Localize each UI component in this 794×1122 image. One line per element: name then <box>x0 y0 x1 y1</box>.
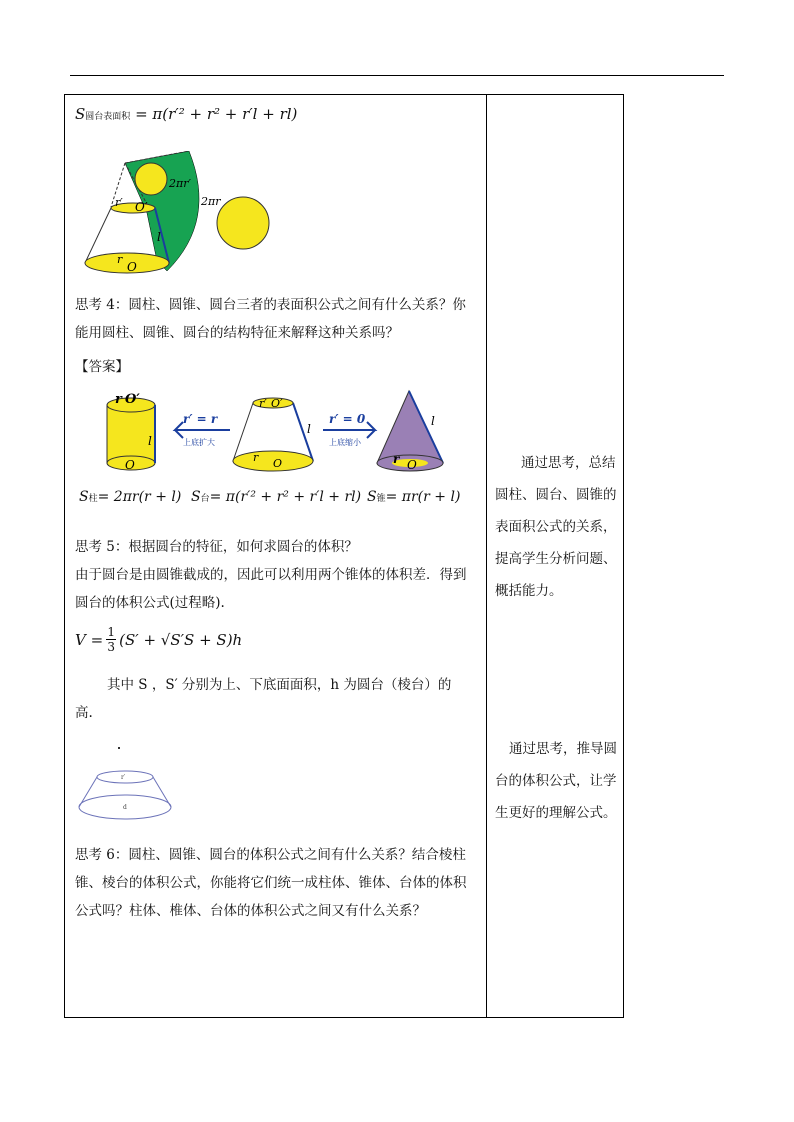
note-line: 通过思考，推导圆 <box>509 741 617 757</box>
note-line: 提高学生分析问题、 <box>495 551 617 567</box>
cone-formula-s: S <box>367 489 377 505</box>
sketch-top-label: r′ <box>121 774 126 781</box>
frustum-surface-formula-2 <box>191 489 361 505</box>
explanation-text <box>75 671 485 727</box>
explain-line: 高. <box>75 705 93 721</box>
cone-o-label: O <box>407 458 417 472</box>
arc-bottom-label: 2πr <box>201 195 221 208</box>
frus-r-label: r <box>253 451 259 464</box>
cone-formula-sub: 锥 <box>376 494 386 504</box>
think4-line: 能用圆柱、圆锥、圆台的结构特征来解释这种关系吗？ <box>75 325 399 341</box>
r-bottom-label: r <box>117 253 123 266</box>
cyl-o-label: O <box>125 458 135 472</box>
cone-r-label: r <box>393 452 400 466</box>
think5-line: 圆台的体积公式(过程略). <box>75 595 225 611</box>
think4-line: 思考 4：圆柱、圆锥、圆台三者的表面积公式之间有什么关系？你 <box>75 297 466 313</box>
surface-relation-figure <box>75 385 455 485</box>
slant-label: l <box>157 230 161 244</box>
frus-formula-sub: 台 <box>200 494 210 504</box>
frus-formula-rhs: = π(r′² + r² + r′l + rl) <box>209 489 362 505</box>
formula-lhs: S <box>75 105 86 123</box>
cyl-l-label: l <box>148 434 152 448</box>
cone-surface-formula <box>367 489 460 505</box>
r-top-label: r′ <box>115 196 123 209</box>
frustum-surface-formula <box>75 105 297 123</box>
note-line: 概括能力。 <box>495 583 563 599</box>
frus-r-top-label: r′ <box>259 397 267 410</box>
note-line: 通过思考，总结 <box>521 455 616 471</box>
arrow1-bottom-label: 上底扩大 <box>183 438 215 447</box>
frus-o-label: O <box>273 457 283 470</box>
frus-l-label: l <box>307 422 311 436</box>
header-rule <box>70 75 724 76</box>
top-circle <box>135 163 167 195</box>
note-line: 台的体积公式，让学 <box>495 773 617 789</box>
formula-rhs: = π(r′² + r² + r′l + rl) <box>135 105 298 123</box>
note-summary <box>495 447 621 607</box>
answer-label: 【答案】 <box>75 359 129 375</box>
cylinder-surface-formula <box>79 489 181 505</box>
lesson-table <box>64 94 624 1018</box>
cyl-r-label: r <box>115 392 122 407</box>
volume-formula <box>75 625 242 654</box>
cyl-formula-sub: 柱 <box>88 494 98 504</box>
arc-top-label: 2πr′ <box>169 177 191 190</box>
think6-line: 思考 6：圆柱、圆锥、圆台的体积公式之间有什么关系？结合棱柱 <box>75 847 466 863</box>
frustum-sketch-figure <box>75 767 175 823</box>
frus-o-top-label: O′ <box>271 397 283 410</box>
fraction <box>106 625 116 654</box>
cone-formula-rhs: = πr(r + l) <box>385 489 461 505</box>
volume-lhs: V = <box>75 630 104 649</box>
think5-title: 思考 5：根据圆台的特征，如何求圆台的体积？ <box>75 539 358 555</box>
fraction-den: 3 <box>107 640 115 654</box>
o-top-label: O′ <box>135 200 148 214</box>
frus-formula-s: S <box>191 489 201 505</box>
think6-text <box>75 841 485 925</box>
small-dot <box>118 747 120 749</box>
arrow2-bottom-label: 上底缩小 <box>329 438 361 447</box>
think5-line: 由于圆台是由圆锥截成的，因此可以利用两个锥体的体积差．得到 <box>75 567 467 583</box>
think4-text <box>75 291 485 347</box>
think6-line: 锥、棱台的体积公式，你能将它们统一成柱体、锥体、台体的体积 <box>75 875 467 891</box>
think6-line: 公式吗？柱体、椎体、台体的体积公式之间又有什么关系？ <box>75 903 426 919</box>
note-line: 圆柱、圆台、圆锥的 <box>495 487 617 503</box>
explain-line: 其中 S ，S′ 分别为上、下底面面积，h 为圆台（棱台）的 <box>107 677 452 693</box>
frustum-net-figure <box>77 151 277 281</box>
cyl-formula-rhs: = 2πr(r + l) <box>97 489 182 505</box>
cyl-o-top-label: O′ <box>125 392 140 407</box>
sketch-bottom-label: d <box>123 804 127 811</box>
arrow2-top-label: r′ = 0 <box>329 412 366 426</box>
note-line: 表面积公式的关系， <box>495 519 617 535</box>
bottom-circle <box>217 197 269 249</box>
think5-text <box>75 533 485 617</box>
cyl-formula-s: S <box>79 489 89 505</box>
arrow1-top-label: r′ = r <box>183 412 218 426</box>
formula-subscript: 圆台表面积 <box>85 112 131 122</box>
o-bottom-label: O <box>127 260 137 274</box>
note-volume <box>495 733 621 829</box>
note-line: 生更好的理解公式。 <box>495 805 617 821</box>
fraction-num: 1 <box>107 625 115 639</box>
volume-rhs: (S′ + √S′S + S)h <box>119 630 243 649</box>
column-divider <box>486 95 487 1017</box>
cone-l-label: l <box>431 414 435 428</box>
